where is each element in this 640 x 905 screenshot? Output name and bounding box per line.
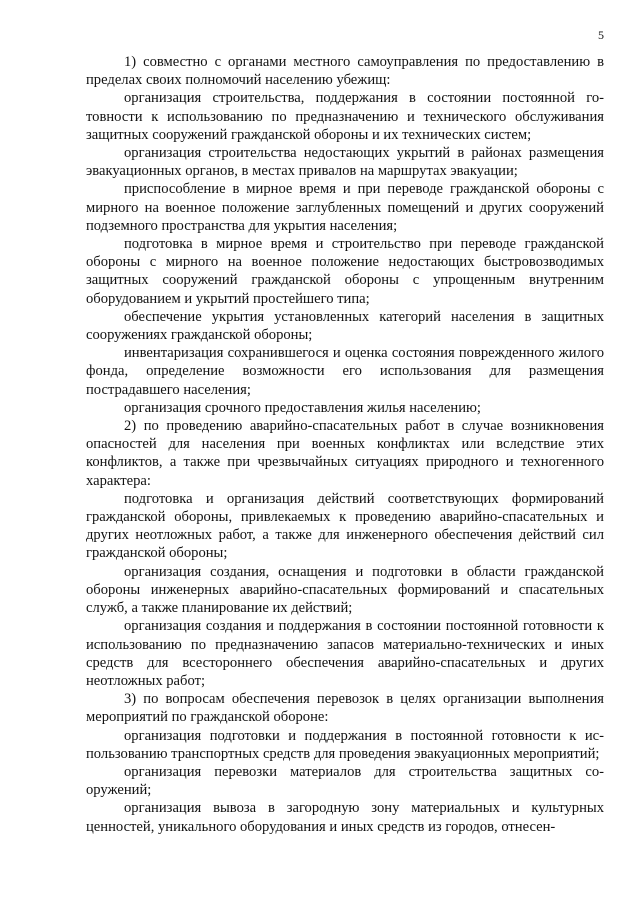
paragraph: организация строительства, поддержания в состоянии постоянной готовности к использованию по предназначению и технического обслуживания защитных сооружений гражданской обороны и их технических систем; bbox=[86, 90, 604, 143]
paragraph: подготовка и организация действий соответствующих формирований гражданской обороны, привлекаемых к проведению аварийно-спасательных и других неотложных работ, а также для инженерного обеспечения действий сил гражданской обороны; bbox=[86, 490, 604, 562]
paragraph: приспособление в мирное время и при переводе гражданской обороны с мирного на военное положение заглубленных помещений и других сооружений подземного пространства для укрытия населения; bbox=[86, 181, 604, 234]
page-number: 5 bbox=[598, 28, 604, 42]
paragraph: организация срочного предоставления жилья населению; bbox=[124, 399, 481, 416]
paragraph: 3) по вопросам обеспечения перевозок в целях организации выполнения мероприятий по гражданской обороне: bbox=[86, 691, 604, 726]
document-body bbox=[86, 53, 604, 836]
paragraph: 2) по проведению аварийно-спасательных работ в случае возникновения опасностей для населения при военных конфликтах или вследствие этих конфликтов, а также при чрезвычайных ситуациях природного и техногенного характера: bbox=[86, 418, 604, 489]
paragraph: 1) совместно с органами местного самоуправления по предоставлению в пределах своих полномочий населению убежищ: bbox=[86, 54, 604, 89]
paragraph: организация перевозки материалов для строительства защитных сооружений; bbox=[86, 763, 604, 799]
paragraph: организация создания и поддержания в состоянии постоянной готовности к использованию по предназначению запасов материально-технических и иных средств для всестороннего обеспечения аварийно-спасательных и других неотложных работ; bbox=[86, 618, 604, 689]
paragraph: организация создания, оснащения и подготовки в области гражданской обороны инженерных аварийно-спасательных формирований и спасательных служб, а также планирование их действий; bbox=[86, 563, 604, 617]
paragraph: инвентаризация сохранившегося и оценка состояния поврежденного жилого фонда, определение возможности его использования для размещения пострадавшего населения; bbox=[86, 345, 604, 398]
paragraph: подготовка в мирное время и строительство при переводе гражданской обороны с мирного на военное положение недостающих быстровозводимых защитных сооружений гражданской обороны с упрощенным внутренним оборудованием и укрытий простейшего типа; bbox=[86, 236, 604, 307]
paragraph: организация вывоза в загородную зону материальных и культурных ценностей, уникального оборудования и иных средств из городов, отнесен- bbox=[86, 800, 604, 835]
paragraph: организация подготовки и поддержания в постоянной готовности к использованию транспортных средств для проведения эвакуационных мероприятий; bbox=[86, 727, 604, 762]
paragraph: организация строительства недостающих укрытий в районах размещения эвакуационных органов, в местах привалов на маршрутах эвакуации; bbox=[86, 145, 604, 180]
paragraph: обеспечение укрытия установленных категорий населения в защитных сооружениях гражданской обороны; bbox=[86, 308, 604, 344]
